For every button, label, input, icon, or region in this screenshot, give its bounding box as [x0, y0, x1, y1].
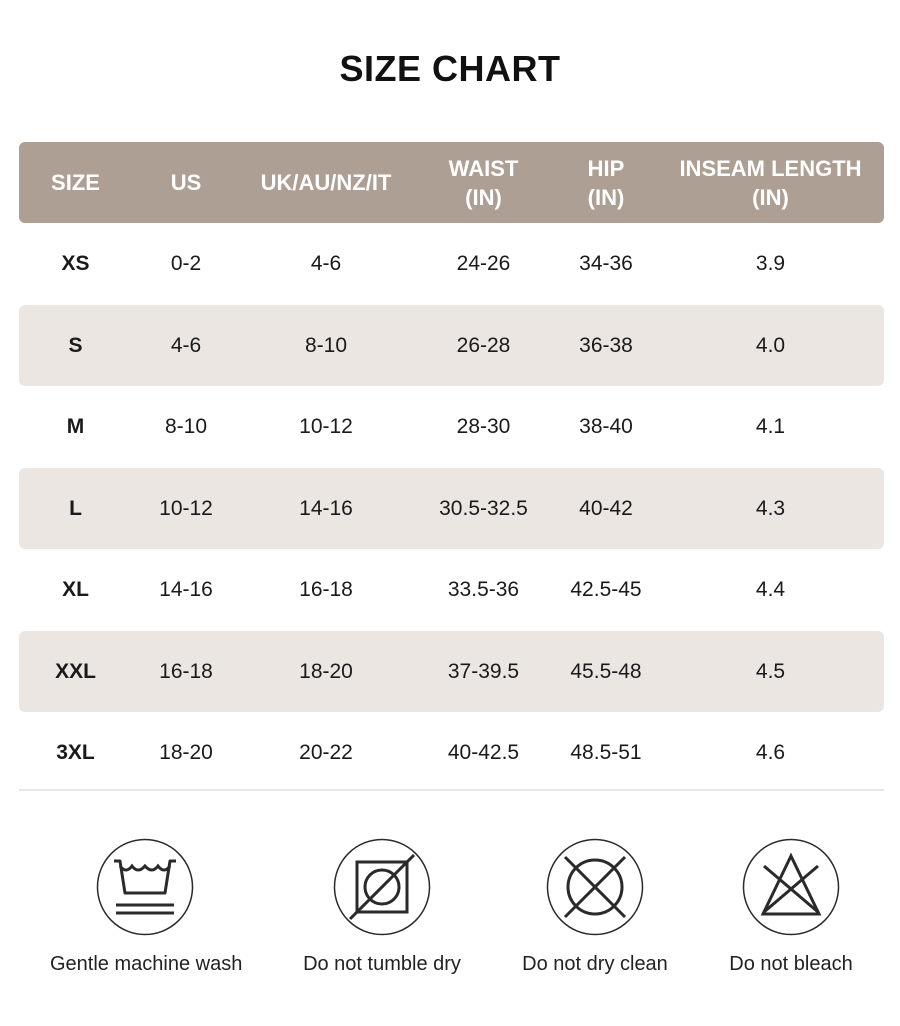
- cell-size: L: [69, 496, 82, 520]
- care-label: Do not bleach: [729, 953, 853, 975]
- cell-size: M: [66, 415, 85, 439]
- header-size-label: SIZE: [51, 170, 100, 195]
- header-waist-unit: (IN): [465, 184, 502, 210]
- table-row: [19, 223, 884, 305]
- cell-waist: 40-42.5: [447, 741, 520, 765]
- header-hip: [555, 142, 657, 223]
- cell-hip: 42.5-45: [570, 578, 642, 602]
- cell-us: 18-20: [159, 741, 213, 765]
- no-tumble-dry-icon: [333, 838, 431, 936]
- care-item-no-bleach: [696, 838, 886, 976]
- table-row: [19, 712, 884, 794]
- cell-uk: 14-16: [299, 496, 353, 520]
- header-uk: [240, 142, 412, 223]
- cell-inseam: 4.6: [755, 741, 786, 765]
- table-row: [19, 549, 884, 631]
- header-inseam-label: INSEAM LENGTH: [679, 155, 862, 181]
- cell-uk: 8-10: [304, 333, 348, 357]
- table-row: [19, 305, 884, 387]
- cell-uk: 4-6: [310, 252, 342, 276]
- cell-hip: 40-42: [579, 496, 633, 520]
- cell-us: 16-18: [159, 659, 213, 683]
- cell-hip: 36-38: [579, 333, 633, 357]
- cell-us: 14-16: [159, 578, 213, 602]
- cell-inseam: 4.5: [755, 659, 786, 683]
- cell-size: 3XL: [56, 741, 95, 765]
- header-hip-label: HIP: [587, 155, 625, 181]
- cell-waist: 33.5-36: [447, 578, 520, 602]
- size-table: [19, 142, 884, 794]
- cell-us: 0-2: [170, 252, 202, 276]
- header-inseam: [657, 142, 884, 223]
- header-waist-label: WAIST: [448, 155, 519, 181]
- cell-size: XL: [62, 578, 89, 602]
- care-item-gentle-wash: [50, 838, 243, 976]
- cell-waist: 24-26: [456, 252, 511, 276]
- table-row: [19, 386, 884, 468]
- header-uk-label: UK/AU/NZ/IT: [260, 170, 392, 195]
- care-label: Gentle machine wash: [50, 953, 243, 975]
- care-item-no-tumble-dry: [287, 838, 477, 976]
- section-divider: [19, 789, 884, 791]
- cell-inseam: 4.1: [755, 415, 786, 439]
- cell-size: S: [68, 333, 83, 357]
- header-size: [19, 142, 132, 223]
- cell-waist: 30.5-32.5: [439, 496, 528, 520]
- cell-inseam: 3.9: [755, 252, 786, 276]
- table-header: [19, 142, 884, 223]
- header-waist: [412, 142, 555, 223]
- cell-size: XS: [61, 252, 90, 276]
- cell-hip: 38-40: [579, 415, 633, 439]
- cell-inseam: 4.3: [755, 496, 786, 520]
- cell-uk: 18-20: [299, 659, 353, 683]
- header-inseam-unit: (IN): [752, 184, 789, 210]
- care-label: Do not dry clean: [522, 953, 668, 975]
- header-hip-unit: (IN): [587, 184, 625, 210]
- cell-us: 8-10: [164, 415, 208, 439]
- cell-uk: 16-18: [299, 578, 353, 602]
- care-instructions: [0, 838, 900, 988]
- page-title: SIZE CHART: [339, 48, 561, 89]
- table-row: [19, 468, 884, 550]
- gentle-wash-icon: [96, 838, 194, 936]
- header-us-label: US: [170, 170, 202, 195]
- cell-inseam: 4.4: [755, 578, 786, 602]
- cell-waist: 37-39.5: [447, 659, 520, 683]
- cell-us: 4-6: [170, 333, 202, 357]
- no-dry-clean-icon: [546, 838, 644, 936]
- cell-waist: 26-28: [456, 333, 511, 357]
- care-label: Do not tumble dry: [303, 953, 461, 975]
- cell-hip: 48.5-51: [570, 741, 642, 765]
- no-bleach-icon: [742, 838, 840, 936]
- cell-size: XXL: [55, 659, 96, 683]
- cell-uk: 20-22: [299, 741, 353, 765]
- cell-hip: 45.5-48: [570, 659, 642, 683]
- cell-uk: 10-12: [299, 415, 353, 439]
- header-us: [132, 142, 240, 223]
- cell-hip: 34-36: [579, 252, 633, 276]
- care-item-no-dry-clean: [500, 838, 690, 976]
- table-row: [19, 631, 884, 713]
- cell-inseam: 4.0: [755, 333, 786, 357]
- cell-waist: 28-30: [456, 415, 511, 439]
- cell-us: 10-12: [159, 496, 213, 520]
